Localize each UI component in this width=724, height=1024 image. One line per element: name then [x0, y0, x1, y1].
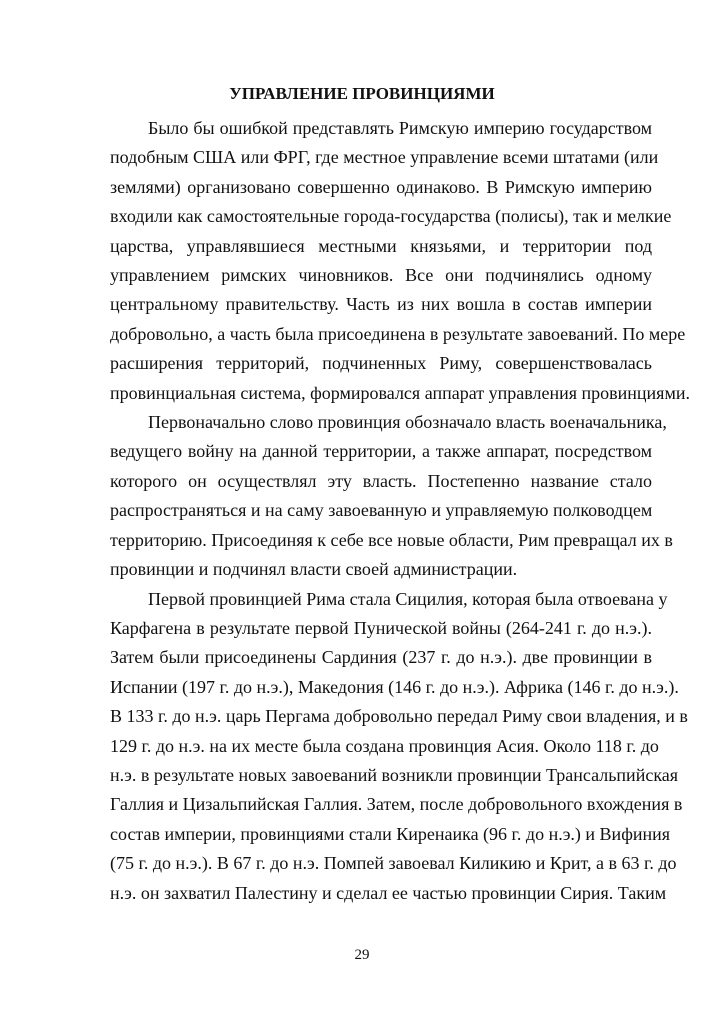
- text-line: центральному правительству. Часть из них вошла в состав империи: [110, 294, 652, 315]
- text-line: Затем были присоединены Сардиния (237 г. до н.э.). две провинции в: [110, 647, 652, 668]
- text-line: входили как самостоятельные города-государства (полисы), так и мелкие: [110, 206, 672, 227]
- text-line: провинциальная система, формировался аппарат управления провинциями.: [110, 382, 690, 403]
- text-line: ведущего войну на данной территории, а также аппарат, посредством: [110, 441, 652, 462]
- paragraph: [110, 114, 690, 408]
- text-line: подобным США или ФРГ, где местное управление всеми штатами (или: [110, 147, 659, 168]
- text-line: В 133 г. до н.э. царь Пергама добровольно передал Риму свои владения, и в: [110, 706, 688, 727]
- paragraph: [110, 585, 688, 908]
- text-line: Было бы ошибкой представлять Римскую империю государством: [148, 118, 652, 138]
- text-line: управлением римских чиновников. Все они подчинялись одному: [110, 265, 652, 286]
- text-line: н.э. в результате новых завоеваний возникли провинции Трансальпийская: [110, 764, 679, 785]
- text-line: Первоначально слово провинция обозначало власть военачальника,: [148, 412, 667, 433]
- text-line: которого он осуществлял эту власть. Постепенно название стало: [110, 470, 652, 491]
- text-line: территорию. Присоединяя к себе все новые области, Рим превращал их в: [110, 529, 673, 550]
- text-line: распространяться и на саму завоеванную и управляемую полководцем: [110, 500, 653, 521]
- text-line: добровольно, а часть была присоединена в результате завоеваний. По мере: [110, 323, 686, 344]
- text-line: Галлия и Цизальпийская Галлия. Затем, после добровольного вхождения в: [110, 794, 683, 815]
- paragraph: [110, 408, 673, 584]
- text-line: 129 г. до н.э. на их месте была создана провинция Асия. Около 118 г. до: [110, 735, 659, 756]
- text-line: (75 г. до н.э.). В 67 г. до н.э. Помпей завоевал Киликию и Крит, а в 63 г. до: [110, 853, 677, 874]
- page-title: УПРАВЛЕНИЕ ПРОВИНЦИЯМИ: [229, 84, 495, 103]
- text-line: Испании (197 г. до н.э.), Македония (146 г. до н.э.). Африка (146 г. до н.э.).: [110, 676, 679, 697]
- text-line: провинции и подчинял власти своей администрации.: [110, 559, 518, 580]
- text-line: н.э. он захватил Палестину и сделал ее частью провинции Сирия. Таким: [110, 882, 667, 903]
- text-line: землями) организовано совершенно одинаково. В Римскую империю: [110, 176, 652, 197]
- text-line: Карфагена в результате первой Пунической войны (264-241 г. до н.э.).: [110, 617, 652, 638]
- text-line: состав империи, провинциями стали Киренаика (96 г. до н.э.) и Вифиния: [110, 823, 671, 844]
- text-line: царства, управлявшиеся местными князьями, и территории под: [110, 235, 652, 256]
- document-body: [110, 114, 690, 908]
- text-line: расширения территорий, подчиненных Риму, совершенствовалась: [110, 353, 652, 374]
- page-number: 29: [354, 947, 370, 963]
- text-line: Первой провинцией Рима стала Сицилия, которая была отвоевана у: [148, 588, 668, 609]
